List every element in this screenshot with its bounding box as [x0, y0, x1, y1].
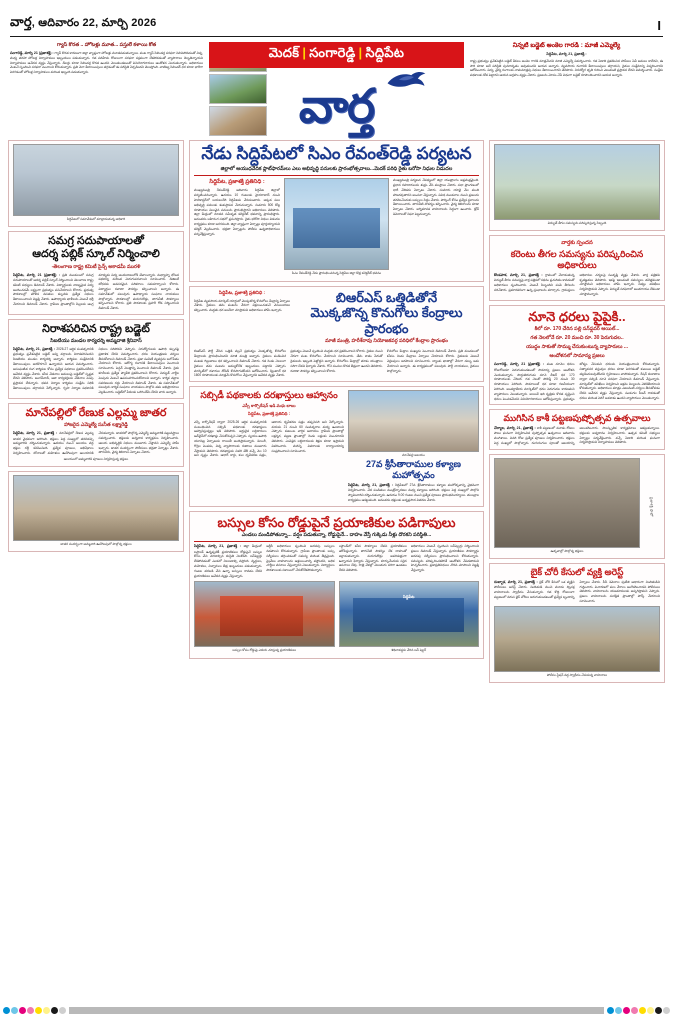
- bus-subhead: ఎండలు మండిపోతున్నా... వర్షం పడుతున్నా, రోడ్డుపైనే... దాహం వేస్తే గుక్కెడు నీళ్లు దొరకని పరిస్థితి...: [241, 532, 432, 539]
- edition-sangareddy: సంగారెడ్డి: [309, 45, 356, 60]
- jatara-headline: మానేపల్లిలో రేణుక ఎల్లమ్మ జాతర: [25, 407, 167, 420]
- festival-text: కాశీ పట్టణంలో మూడు రోజుల పాటు ఘనంగా నిర్వహించిన పుష్పోత్సవ ఉత్సవాలు ఆదివారం ముగిశాయి. చివరి రోజు ప్రత్యేక పూజలు నిర్వహించారు. భక్తులు పెద్ద సంఖ్యలో పాల్గొన్నారు. రంగురంగుల పూలతో ఆలయాన్ని అలంకరించారు. సాంస్కృతిక కార్యక్రమాలు ఆకట్టుకున్నాయి. భక్తులకు అన్నదానం నిర్వహించారు. ఉత్సవ కమిటీ సభ్యులు ఏర్పాట్లు పర్యవేక్షించారు. వచ్చే ఏడాది మరింత ఘనంగా నిర్వహిస్తామని నిర్వాహకులు తెలిపారు.: [494, 426, 660, 446]
- mid-article-subsidy: [189, 386, 484, 507]
- paper-logo: వార్త: [298, 78, 375, 132]
- lead-kicker: సిద్దిపేట, ప్రజాశక్తి ప్రతినిధి :: [209, 179, 265, 186]
- subsidy-text: ఎస్సీ కార్పొరేషన్ ద్వారా 2025-26 ఆర్థిక సంవత్సరానికి సంబంధించిన సబ్సిడీ పథకాలకు దరఖాస్తులు ఆహ్వానిస్తున్నట్లు ఇడి తెలిపారు. అర్హులైన లబ్ధిదారులు ఆన్‌లైన్‌లో దరఖాస్తు చేసుకోవచ్చని చెప్పారు. స్వయం ఉపాధి యూనిట్ల ఏర్పాటుకు రాయితీ అందిస్తామన్నారు. డెయిరీ, గొర్రెల పెంపకం, చిన్న వ్యాపారాలకు రుణాలు మంజూరు చేస్తామని తెలిపారు. దరఖాస్తుకు చివరి తేదీ వచ్చే నెల 10 అని స్పష్టం చేశారు. ఆధార్ కార్డు, కుల ధృవీకరణ పత్రం, ఆదాయ ధృవీకరణ పత్రం తప్పనిసరి అని పేర్కొన్నారు. వయసు 21 నుంచి 60 సంవత్సరాల మధ్య ఉండాలని చెప్పారు. కుటుంబ వార్షిక ఆదాయం గ్రామీణ ప్రాంతాల్లో లక్షన్నర, పట్టణ ప్రాంతాల్లో రెండు లక్షలకు మించరాదని తెలిపారు. ఎంపికైన లబ్ధిదారులకు శిక్షణ కూడా ఇస్తామని వివరించారు. మరిన్ని వివరాలకు కార్యాలయాన్ని సంప్రదించాలని సూచించారు.: [194, 419, 344, 458]
- school-headline-line1: సమగ్ర సదుపాయాలతో: [48, 235, 144, 248]
- brs-side-note: [194, 290, 290, 348]
- right-photo-crowd-block: [489, 454, 665, 559]
- right-teaser-body: [470, 52, 663, 78]
- meeting-photo-caption: సిద్దిపేటలో సమావేశంలో మాట్లాడుతున్న అధికారి: [66, 217, 126, 221]
- budget-subhead: సిఐటియు మండల కార్యదర్శి అమ్మవాజి శ్రీనివాస్: [50, 338, 142, 345]
- right-teaser-headline: నిన్నటి బడ్జెట్ అంకెల గారడి : మాజీ ఎమ్మెల్యే: [512, 42, 621, 49]
- bus-shelter-photo: [339, 581, 480, 647]
- bike-lead: దుబ్బాక, మార్చి 21, ప్రజాశక్తి :: [494, 579, 538, 584]
- shelter-label: సిద్దిపేట: [402, 593, 415, 599]
- reg-dot-cyan: [3, 1007, 10, 1014]
- brs-headline-line2: మొక్కజొన్న కొనుగోలు కేంద్రాలు ప్రారంభం: [310, 305, 463, 336]
- left-column: [8, 140, 184, 985]
- masthead-right-teaser: [470, 42, 663, 142]
- lead-headline: నేడు సిద్దిపేటలో సిఎం రేవంత్‌రెడ్డి పర్యటన: [201, 144, 472, 163]
- oil-body: [494, 362, 660, 401]
- oil-sub1: కిలో రూ. 170 చేరిన పల్లి సన్‌ఫ్లవర్ ఆయిల్...: [534, 326, 620, 333]
- masthead-thumb-3: [209, 106, 267, 136]
- subsidy-headline: సబ్సిడీ పథకాలకు దరఖాస్తులు ఆహ్వానం: [200, 390, 338, 401]
- reg-dot-yellow-2: [639, 1007, 646, 1014]
- bus-headline: బస్సుల కోసం రోడ్డుపైనే ప్రయాణికుల పడిగాపులు: [217, 514, 456, 530]
- bus-col2: ఆర్టీసీ అధికారులు స్పందించి అదనపు బస్సులు నడపాలని కోరుతున్నారు. గ్రామీణ ప్రాంతాలకు బస్సు సర్వీసులు తగ్గించడంతో సమస్య మరింత తీవ్రమైంది. ప్రైవేటు వాహనాలను ఆశ్రయించాల్సి వస్తోందని, అధిక చార్జీలు వసూలు చేస్తున్నారని చెబుతున్నారు. విద్యార్థులు పాఠశాలలకు సకాలంలో చేరుకోలేకపోతున్నారు.: [266, 544, 335, 573]
- masthead-thumb-2: [209, 74, 267, 104]
- dateline-paper-name: వార్త: [10, 14, 32, 29]
- oil-text: వంట నూనెల ధరలు రోజురోజుకూ పెరుగుతుండటంతో సామాన్య ప్రజలు ఆందోళన చెందుతున్నారు. పొద్దుతిరుగుడు నూనె లీటర్ ధర 170 రూపాయలకు చేరింది. గత నెలతో పోలిస్తే 20 నుంచి 30 రూపాయలు పెరిగింది. పామాయిల్ ధర కూడా గణనీయంగా పెరిగింది. అంతర్జాతీయ మార్కెట్‌లో ధరల పెరుగుదల కారణమని వ్యాపారులు చెబుతున్నారు. అయితే ఇది కృత్రిమ కొరత సృష్టించి ధరలు పెంచడమేనని వినియోగదారులు ఆరోపిస్తున్నారు. ప్రభుత్వం జోక్యం చేసుకుని ధరలను నియంత్రించాలని కోరుతున్నారు. నిత్యావసర వస్తువుల ధరలు కూడా పెరగడంతో కుటుంబ బడ్జెట్ తల్లకిందులవుతోందని గృహిణులు వాపోతున్నారు. రేషన్ దుకాణాల ద్వారా సబ్సిడీ నూనె సరఫరా చేయాలని డిమాండ్ చేస్తున్నారు. మార్కెట్‌లో తనిఖీలు నిర్వహించి అక్రమ నిల్వలను వెలికితీయాలని కోరుతున్నారు. అధికారులు మాత్రం ఎటువంటి చర్యలు తీసుకోవడం లేదని ఆవేదన వ్యక్తం చేస్తున్నారు. పండుగల సీజన్ రావడంతో ధరలు మరింత పెరిగే అవకాశం ఉందని వ్యాపారులు చెబుతున్నారు.: [494, 362, 660, 401]
- left-teaser-body: [10, 51, 203, 76]
- building-overlay: [293, 208, 380, 248]
- masthead-grid: [10, 42, 663, 142]
- crane-photo: [494, 144, 660, 220]
- bus-photo: [194, 581, 335, 647]
- brs-subhead: మాజీ మంత్రి, హరీశ్‌రావు నియోజకవర్గ పరిధిలో కేంద్రాల ప్రారంభం: [325, 338, 448, 345]
- power-kicker: వార్తకు స్పందన: [561, 240, 593, 247]
- lead-flow: [194, 178, 479, 277]
- bus-photo-wrap: [194, 581, 335, 654]
- subsidy-row: [194, 390, 479, 503]
- brs-kicker-text: సిద్దిపేట వ్యవసాయ మార్కెట్ యార్డులో మొక్కజొన్న కొనుగోలు కేంద్రాన్ని ఏర్పాటు చేశారు. రైతులు తమ పంటను నేరుగా విక్రయించుకునే వెసులుబాటు కల్పించారు. మద్దతు ధర అందేలా చూస్తామని అధికారులు హామీ ఇచ్చారు.: [194, 298, 290, 313]
- power-text: గ్రామంలో వేలాడుతున్న విద్యుత్ తీగల సమస్యపై వార్త పత్రికలో కథనం ప్రచురితం కావడంతో అధికారులు స్పందించారు. వెంటనే సిబ్బందిని పంపి తీగలను సరిచేశారు. ప్రమాదకరంగా ఉన్న స్తంభాలను మార్చారు. గ్రామస్తులు అధికారుల చర్యలపై సంతృప్తి వ్యక్తం చేశారు. వార్త పత్రికకు కృతజ్ఞతలు తెలిపారు. ఇకపై ఇటువంటి సమస్యలు తలెత్తకుండా చూస్తామని అధికారులు హామీ ఇచ్చారు. నిత్యం తనిఖీలు నిర్వహిస్తామని చెప్పారు. విద్యుత్ సరఫరాలో అంతరాయం లేకుండా చూస్తామన్నారు.: [494, 272, 660, 296]
- reg-dot-lightyellow: [43, 1007, 50, 1014]
- left-teaser-headline: గ్యాస్ కొరత .. హోటళ్లు మూత... పస్తులే కళాయి కోత: [56, 42, 157, 48]
- brs-cols: [194, 349, 479, 378]
- edition-siddipet: సిద్దిపేట: [365, 45, 405, 60]
- side-label-wrap: [644, 458, 660, 555]
- right-photo-block: [489, 140, 665, 231]
- brs-headline-line1: బిఆర్‌ఎస్ ఒత్తిడితోనే: [335, 289, 438, 305]
- procession-photo: [13, 475, 179, 541]
- lead-divider: [194, 175, 479, 176]
- masthead: [0, 0, 673, 140]
- reg-dot-lightcyan-2: [615, 1007, 622, 1014]
- registration-dots-left: [0, 1007, 69, 1014]
- crowd-photo-wrap: [494, 458, 640, 555]
- bike-body: [494, 580, 660, 604]
- right-column: [489, 140, 665, 985]
- school-subhead: -తెలంగాణ రాష్ట్ర కమిటీ సైన్స్ అకాడమీ మురళి: [51, 263, 141, 270]
- subsidy-subhead: ఎస్సీ కార్పొరేషన్ ఇడి మధు బాబు: [242, 402, 296, 408]
- page-number: I: [657, 18, 661, 33]
- reg-dot-cyan-2: [607, 1007, 614, 1014]
- bus-col4: అధికారులు వెంటనే స్పందించి బస్‌షెల్టర్లు నిర్మించాలని ప్రజలు డిమాండ్ చేస్తున్నారు. ప్రయాణికుల సౌకర్యార్థం అదనపు సర్వీసులు ప్రారంభించాలని కోరుతున్నారు. సమస్యను పరిష్కరించకపోతే ఆందోళన చేపడతామని హెచ్చరించారు. ప్రజాప్రతినిధులు చొరవ చూపాలని విజ్ఞప్తి చేస్తున్నారు.: [410, 544, 479, 573]
- jatara-text: మానేపల్లిలో రేణుక ఎల్లమ్మ జాతర వైభవంగా జరిగింది. భక్తులు పెద్ద సంఖ్యలో తరలివచ్చి అమ్మవారిని దర్శించుకున్నారు. ఉదయం నుంచే ఆలయం వద్ద భక్తుల రద్దీ కనిపించింది. ప్రత్యేక పూజలు, అభిషేకాలు నిర్వహించారు. బోనాలతో మహిళలు ఊరేగింపుగా ఆలయానికి చేరుకున్నారు. జాతరలో పాల్గొన్న ఎమ్మెల్యే అమ్మవారికి పట్టువస్త్రాలు సమర్పించారు. భక్తులకు అన్నదాన కార్యక్రమం నిర్వహించారు. ఆలయ అభివృద్ధికి నిధులు మంజూరు చేస్తానని ఎమ్మెల్యే హామీ ఇచ్చారు. జాతర సందర్భంగా పోలీసులు భద్రతా ఏర్పాట్లు చేశారు. తాగునీరు, వైద్య శిబిరాలు ఏర్పాటు చేశారు.: [13, 431, 179, 456]
- brs-headline-wrap: [294, 290, 479, 348]
- mid-lead-article: [189, 140, 484, 282]
- edition-separator-2: |: [358, 45, 363, 60]
- budget-body: [13, 347, 179, 395]
- temple-photo-caption: మానేపల్లి ఆలయం: [402, 453, 425, 458]
- edition-separator-1: |: [302, 45, 307, 60]
- police-photo-caption: పోలీసు స్టేషన్ వద్ద స్వాధీనం చేసుకున్న వాహనాలు: [546, 672, 608, 677]
- edition-bar: [209, 42, 464, 68]
- dateline-date: , ఆదివారం 22, మార్చి 2026: [31, 17, 157, 29]
- shelter-photo-caption: శిథిలావస్థకు చేరిన బస్ షెల్టర్: [391, 648, 427, 653]
- lead-text: ముఖ్యమంత్రి రేవంత్‌రెడ్డి ఆదివారం సిద్దిపేట జిల్లాలో పర్యటించనున్నారు. ఉదయం 10 గంటలకు హైదరాబాద్ నుంచి హెలికాప్టర్‌లో బయలుదేరి సిద్దిపేటకు చేరుకుంటారు. అక్కడ పలు అభివృద్ధి పనులకు శంకుస్థాపన చేయనున్నారు. సుమారు 500 కోట్ల రూపాయల విలువైన పనులను ప్రారంభిస్తారని అధికారులు తెలిపారు. జిల్లా కేంద్రంలో నూతన సమీకృత కలెక్టరేట్ భవనాన్ని ప్రారంభిస్తారు. అనంతరం బహిరంగ సభలో ప్రసంగిస్తారు. రైతు భరోసా నిధుల విడుదల కార్యక్రమం కూడా జరగనుంది. జిల్లా వ్యాప్తంగా ఏర్పాట్లు పూర్తయ్యాయని కలెక్టర్ వెల్లడించారు. భద్రతా ఏర్పాట్లను పోలీసు ఉన్నతాధికారులు పర్యవేక్షిస్తున్నారు.: [194, 188, 280, 236]
- bus-photo-caption: బస్సుల కోసం రోడ్డుపై ఎదురు చూస్తున్న ప్రయాణికులు: [232, 648, 297, 653]
- brs-top-row: [194, 290, 479, 348]
- reg-dot-gray: [59, 1007, 66, 1014]
- school-text: ప్రతి మండలంలో సమగ్ర సదుపాయాలతో ఆదర్శ పబ్లిక్ స్కూల్ నిర్మించాలని తెలంగాణ రాష్ట్ర కమిటీ సభ్యులు డిమాండ్ చేశారు. విద్యార్థులకు నాణ్యమైన విద్య అందించడమే లక్ష్యంగా ప్రభుత్వం పనిచేయాలని కోరారు. ప్రభుత్వ పాఠశాలల్లో మౌలిక వసతుల కల్పనకు ప్రత్యేక నిధులు కేటాయించాలని విజ్ఞప్తి చేశారు. ఉపాధ్యాయ ఖాళీలను వెంటనే భర్తీ చేయాలని డిమాండ్ చేశారు. గ్రామీణ ప్రాంతాల్లోని పిల్లలకు ఆంగ్ల మాధ్యమ విద్య అందుబాటులోకి తేవాలన్నారు. మధ్యాహ్న భోజన పథకాన్ని మరింత మెరుగుపరచాలని సూచించారు. డిజిటల్ బోధనకు అవసరమైన పరికరాలు సమకూర్చాలని కోరారు. విద్యార్థుల రవాణా సౌకర్యం కల్పించాలని అన్నారు. ఈ సమావేశంలో పలువురు ఉపాధ్యాయ సంఘాల నాయకులు పాల్గొన్నారు. పాఠశాలల్లో మరుగుదొడ్లు, తాగునీటి సౌకర్యాలు కల్పించాలని కోరారు. ప్రతి పాఠశాలకు ప్రహరీ గోడ నిర్మించాలని డిమాండ్ చేశారు.: [13, 272, 179, 311]
- registration-bar: [0, 1004, 673, 1016]
- oil-headline: నూనె ధరలు పైపైకి..: [528, 308, 626, 324]
- reg-dot-lightmagenta-2: [631, 1007, 638, 1014]
- left-photo-block-bottom: [8, 471, 184, 552]
- bus-col1: [194, 544, 262, 578]
- page-body: [0, 140, 673, 985]
- reg-dot-gray-2: [663, 1007, 670, 1014]
- temple-body: [348, 483, 479, 503]
- right-teaser-text: రాష్ట్ర ప్రభుత్వం ప్రవేశపెట్టిన బడ్జెట్ కేవలం అంకెల గారడి మాత్రమేనని మాజీ ఎమ్మెల్యే విమర్శించారు. గత ఏడాది ప్రకటించిన హామీలు ఏవీ అమలు కాలేదని, ఈ సారి కూడా అదే పరిస్థితి పునరావృతం అవుతుందని ఆయన అన్నారు. వ్యవసాయ రంగానికి కేటాయింపులు తగ్గాయని, రైతుల సంక్షేమాన్ని విస్మరించారని ఆరోపించారు. విద్య, వైద్య రంగాలకు నామమాత్రపు నిధులు కేటాయించారని తెలిపారు. నిరుద్యోగ భృతి గురించి ఎటువంటి ప్రస్తావన లేదని విమర్శించారు. సంక్షేమ పథకాలకు కోత పెట్టారని ఆయన ఆగ్రహం వ్యక్తం చేశారు. ప్రజలను మోసం చేసే విధంగా బడ్జెట్ రూపొందించారని ఆయన అన్నారు.: [470, 58, 663, 78]
- mid-column: [189, 140, 484, 985]
- edition-medak: మెదక్: [268, 45, 300, 60]
- power-lead: కొండపాక, మార్చి 21, ప్రజాశక్తి :: [494, 272, 543, 277]
- reg-dot-magenta-2: [623, 1007, 630, 1014]
- dove-icon: [384, 70, 428, 92]
- shelter-overlay: [353, 598, 464, 631]
- police-photo: [494, 606, 660, 672]
- crowd-row: [494, 458, 660, 555]
- right-teaser-lead: సిద్దిపేట, మార్చి 21, ప్రజాశక్తి :: [546, 52, 587, 57]
- lead-col-left: [194, 178, 280, 277]
- lead-subhead: జిల్లాలో ఆయుధవేదిక ప్లాట్‌ఫారమ్‌లు ఎలు అభివృద్ధి పనులకు ప్రారంభోత్సవాలు...మెదక్ పరిధి రైతు బరోసా నిధుల విడుదల: [220, 166, 453, 173]
- oil-sub4: ఆందోళనలో సామాన్య ప్రజలు: [549, 353, 605, 360]
- budget-lead: సిద్దిపేట, మార్చి 21, ప్రజాశక్తి :: [13, 347, 56, 352]
- left-article-budget: [8, 319, 184, 399]
- bus-lead: సిద్దిపేట, మార్చి 21, ప్రజాశక్తి :: [194, 544, 241, 549]
- jatara-lead: సిద్దిపేట, మార్చి 21, ప్రజాశక్తి :: [13, 431, 58, 436]
- left-teaser-text: గ్యాస్ కొరత కారణంగా జిల్లా వ్యాప్తంగా హోటళ్లు మూతపడుతున్నాయి. వంట గ్యాస్ సిలిండర్ల సరఫరా నిలిచిపోవడంతో చిన్న, మధ్య తరహా హోటళ్ల నిర్వాహకులు ఇబ్బందులు పడుతున్నారు. గత పదిహేను రోజులుగా సరఫరా సక్రమంగా లేకపోవడంతో వ్యాపారాలు దెబ్బతిన్నాయని నిర్వాహకులు ఆవేదన వ్యక్తం చేస్తున్నారు. డీలర్లు కూడా సిలిండర్ల కొరత ఉందని చెబుతుండటంతో వినియోగదారులు ఆందోళన చెందుతున్నారు. అధికారులు వెంటనే స్పందించి సరఫరా పెంచాలని కోరుతున్నారు. ప్రతి నెలా కేటాయింపులు తగ్గడంతో ఈ పరిస్థితి ఏర్పడిందని తెలుస్తోంది. వాణిజ్య సిలిండర్ ధర కూడా భారీగా పెరగడంతో హోటళ్ల నిర్వాహకులు మరింత ఇబ్బంది పడుతున్నారు.: [10, 50, 203, 75]
- meeting-photo: [13, 144, 179, 216]
- lead-col-a-text: ముఖ్యమంత్రి పర్యటన నేపథ్యంలో జిల్లా యంత్రాంగం అప్రమత్తమైంది. ప్రధాన రహదారులను శుభ్రం చేసి ముస్తాబు చేశారు. సభా ప్రాంగణంలో భారీ వేదికను ఏర్పాటు చేశారు. సుమారు యాభై వేల మంది హాజరవుతారని అంచనా వేస్తున్నారు. వివిధ మండలాల నుంచి ప్రజలను తరలించేందుకు బస్సులు సిద్ధం చేశారు. పార్కింగ్ కోసం ప్రత్యేక స్థలాలను కేటాయించారు. తాగునీటి సౌకర్యం కల్పించారు. వైద్య శిబిరాలను కూడా ఏర్పాటు చేశారు. అగ్నిమాపక వాహనాలను సిద్ధంగా ఉంచారు. డ్రోన్ కెమెరాలతో నిఘా పెట్టనున్నారు.: [393, 178, 479, 216]
- left-article-jatara: [8, 403, 184, 467]
- procession-photo-caption: జాతర సందర్భంగా అమ్మవారి ఊరేగింపులో పాల్గొన్న భక్తులు: [60, 541, 132, 546]
- left-article-school: [8, 231, 184, 315]
- brs-col3: కొనుగోలు కేంద్రాల సంఖ్యను పెంచాలని డిమాండ్ చేశారు. ప్రతి మండలంలో కనీసం రెండు కేంద్రాలు ఏర్పాటు చేయాలని కోరారు. రైతులకు వెంటనే చెల్లింపులు జరపాలని సూచించారు. బ్యాంకు ఖాతాల్లో నేరుగా డబ్బు జమ చేయాలని అన్నారు. ఈ కార్యక్రమంలో పలువురు పార్టీ నాయకులు, రైతులు పాల్గొన్నారు.: [386, 349, 479, 373]
- subsidy-kicker: సిద్దిపేట, ప్రజాశక్తి ప్రతినిధి :: [247, 410, 291, 416]
- oil-lead: సంగారెడ్డి, మార్చి 21 (ప్రజాశక్తి) :: [494, 362, 545, 367]
- oil-sub3: యుద్ధం సాకుతో సొమ్ము చేసుకుంటున్న వ్యాపారులు ...: [525, 344, 629, 351]
- left-teaser-lead: సంగారెడ్డి, మార్చి 21 (ప్రజాశక్తి) :: [10, 50, 54, 55]
- jatara-subhead: హాజరైన ఎమ్మెల్యే సునీత లక్ష్మారెడ్డి: [64, 422, 128, 429]
- bus-col3: బస్టాండ్‌లో కనీస సౌకర్యాలు లేవని ప్రయాణికులు ఆరోపిస్తున్నారు. తాగునీటి సౌకర్యం లేక దాహంతో అల్లాడుతున్నారు. మరుగుదొడ్లు అపరిశుభ్రంగా ఉన్నాయని ఫిర్యాదు చేస్తున్నారు. కూర్చునేందుకు సరైన ఆసనాలు లేవు. రాత్రి వేళల్లో వెలుతురు సరిగా ఉండటం లేదని తెలిపారు.: [338, 544, 407, 573]
- bus-overlay: [220, 596, 303, 636]
- festival-headline: ముగిసిన కాశీ పట్టణపుష్పోత్సవ ఉత్సవాలు: [503, 413, 651, 424]
- mid-article-brs: [189, 286, 484, 383]
- crowd-photo-caption: ఉత్సవాల్లో పాల్గొన్న భక్తులు: [550, 548, 584, 553]
- budget-text: 2026-27 ఆర్థిక సంవత్సరానికి ప్రభుత్వం ప్రవేశపెట్టిన బడ్జెట్ అన్ని వర్గాలను నిరాశపరిచిందని సిఐటియు మండల కార్యదర్శి అన్నారు. కార్మికుల సంక్షేమానికి కేటాయింపులు అరకొరగానే ఉన్నాయని ఆయన విమర్శించారు. అసంఘటిత రంగ కార్మికుల కోసం ప్రత్యేక పథకాలు ప్రకటించలేదని ఆవేదన వ్యక్తం చేశారు. కనీస వేతనాల అమలుపై బడ్జెట్‌లో స్పష్టత లేదని తెలిపారు. అంగన్‌వాడీ, ఆశా కార్యకర్తలకు వేతనాల పెంపు ప్రస్తావన లేదన్నారు. భవన నిర్మాణ కార్మికుల సంక్షేమ నిధికి కేటాయింపులు తగ్గాయని పేర్కొన్నారు. గృహ నిర్మాణ పథకానికి నిధులు సరిపోవని చెప్పారు. నిరుద్యోగులకు ఉపాధి కల్పనపై ప్రణాళిక లేదని విమర్శించారు. ధరల నియంత్రణకు చర్యలు తీసుకోవాలని డిమాండ్ చేశారు. ప్రజా పంపిణీ వ్యవస్థను బలోపేతం చేయాలని కోరారు. ఆరోగ్య రంగానికి కేటాయింపులు పెంచాలని సూచించారు. పెన్షన్ మొత్తాన్ని పెంచాలని డిమాండ్ చేశారు. రైతు కూలీలకు ప్రత్యేక ప్యాకేజీ ప్రకటించాలని కోరారు. విద్యుత్ చార్జీల పెంపును వెంటనే ఉపసంహరించుకోవాలని అన్నారు. కార్మిక చట్టాల సవరణలను రద్దు చేయాలని డిమాండ్ చేశారు. ఈ సమావేశంలో పలువురు కార్మిక సంఘాల నాయకులు పాల్గొని తమ అభిప్రాయాలు వెల్లడించారు. బడ్జెట్‌లో పేదలకు ఒరిగిందేమీ లేదని వారు అన్నారు.: [13, 347, 179, 395]
- temple-photo: [348, 390, 479, 452]
- brs-kicker: సిద్దిపేట, ప్రజాశక్తి ప్రతినిధి :: [218, 289, 266, 295]
- reg-dot-lightcyan: [11, 1007, 18, 1014]
- reg-dot-black: [51, 1007, 58, 1014]
- left-photo-block: [8, 140, 184, 227]
- mid-article-bus: [189, 511, 484, 659]
- bus-col1-text: జిల్లా కేంద్రంలో బస్టాండ్ ఉన్నప్పటికీ ప్రయాణికులు రోడ్డుపైనే బస్సుల కోసం వేచి చూడాల్సిన దుస్థితి నెలకొంది. బస్‌షెల్టర్లు లేకపోవడంతో ఎండలో నిలబడాల్సి వస్తోంది. వృద్ధులు, మహిళలు, చిన్నారులు తీవ్ర ఇబ్బందులు పడుతున్నారు. గంటల తరబడి వేచి ఉన్నా బస్సులు రావడం లేదని ప్రయాణికులు ఆవేదన వ్యక్తం చేస్తున్నారు.: [194, 544, 263, 578]
- side-label: ప్రజాశక్తి ఫొటో: [649, 496, 654, 517]
- subsidy-left: [194, 390, 344, 503]
- masthead-center: [209, 42, 464, 142]
- power-headline: కరెంటు తీగల సమస్యను పరిష్కరించిన అధికారులు: [510, 249, 644, 270]
- school-lead: సిద్దిపేట, మార్చి 21 (ప్రజాశక్తి) :: [13, 272, 61, 277]
- budget-headline: నిరాశపరిచిన రాష్ట్ర బడ్జెట్: [42, 322, 150, 335]
- reg-dot-magenta: [19, 1007, 26, 1014]
- temple-text: సిద్దిపేటలో 27వ శ్రీసీతారాముల కళ్యాణ మహోత్సవాన్ని వైభవంగా నిర్వహించారు. వేద పండితుల మంత్రోచ్ఛారణల మధ్య కళ్యాణం జరిగింది. భక్తులు పెద్ద సంఖ్యలో పాల్గొని స్వామివారిని దర్శించుకున్నారు. ఉదయం 9.00 గంటల నుంచి ప్రత్యేక పూజలు ప్రారంభమయ్యాయి. తలంబ్రాల కార్యక్రమం ఆకట్టుకుంది. అనంతరం భక్తులకు అన్నప్రసాద వితరణ చేశారు.: [348, 482, 479, 502]
- masthead-left-teaser: [10, 42, 203, 142]
- bike-text: బైక్ చోరీ కేసులో ఒక వ్యక్తిని పోలీసులు అరెస్ట్ చేశారు. నిందితుడి నుంచి మూడు ద్విచక్ర వాహనాలను స్వాధీనం చేసుకున్నారు. గత కొద్ది రోజులుగా పట్టణంలో వరుస బైక్ చోరీలు జరుగుతుండటంతో ప్రత్యేక బృందాన్ని ఏర్పాటు చేశారు. సీసీ కెమెరాల ఫుటేజీ ఆధారంగా నిందితుడిని గుర్తించారు. విచారణలో పలు నేరాలు అంగీకరించాడని పోలీసులు తెలిపారు. వాహనాలను యజమానులకు అప్పగిస్తామని చెప్పారు. ప్రజలు వాహనాలను సురక్షిత ప్రాంతాల్లో పార్క్ చేయాలని సూచించారు.: [494, 579, 660, 604]
- registration-strip: [69, 1007, 604, 1014]
- lead-photo-wrap: [284, 178, 389, 277]
- festival-crowd-photo: [494, 458, 640, 548]
- power-body: [494, 273, 660, 297]
- right-article-festival: [489, 409, 665, 450]
- school-headline-line2: ఆదర్శ పబ్లిక్ స్కూల్ నిర్మించాలి: [32, 248, 160, 261]
- crane-photo-caption: విద్యుత్ తీగల సమస్యను పరిష్కరిస్తున్న సిబ్బంది: [547, 221, 607, 225]
- lead-col-right: [393, 178, 479, 277]
- school-body: [13, 273, 179, 311]
- reg-dot-black-2: [655, 1007, 662, 1014]
- jatara-subnote: ఆలయంలో అమ్మవారికి పూజలు నిర్వహిస్తున్న భక్తులు: [63, 456, 129, 461]
- bus-divider: [194, 541, 479, 542]
- bike-headline: బైక్ చోరీ కేసులో వ్యక్తి అరెస్ట్: [530, 567, 624, 578]
- registration-dots-right: [604, 1007, 673, 1014]
- reg-dot-lightyellow-2: [647, 1007, 654, 1014]
- subsidy-right: [348, 390, 479, 503]
- dateline-row: [10, 14, 663, 37]
- shelter-photo-wrap: [339, 581, 480, 654]
- reg-dot-yellow: [35, 1007, 42, 1014]
- jatara-body: [13, 431, 179, 456]
- right-article-bike: [489, 563, 665, 683]
- festival-body: [494, 426, 660, 446]
- festival-lead: చేర్యాల, మార్చి 21, ప్రజాశక్తి :: [494, 426, 536, 431]
- collectorate-building-photo: [284, 178, 389, 270]
- reg-dot-lightmagenta: [27, 1007, 34, 1014]
- dateline: [10, 14, 157, 33]
- bus-cols: [194, 544, 479, 578]
- brs-col1: బిఆర్‌ఎస్ పార్టీ చేసిన ఒత్తిడి వల్లనే ప్రభుత్వం మొక్కజొన్న కొనుగోలు కేంద్రాలను ప్రారంభించిందని మాజీ మంత్రి అన్నారు. రైతులు పండించిన పంటకు గిట్టుబాటు ధర కల్పించాలని డిమాండ్ చేశారు. గత రెండు నెలలుగా రైతులు తమ పంటను అమ్ముకోలేక ఇబ్బందులు పడ్డారని చెప్పారు. మార్కెట్‌లో దళారుల దోపిడీ కొనసాగుతోందని ఆరోపించారు. క్వింటాల్ ధర 1600 రూపాయలకు మాత్రమే కొనుగోలు చేస్తున్నారని ఆవేదన వ్యక్తం చేశారు.: [194, 349, 287, 378]
- building-photo-caption: సిఎం రేవంత్‌రెడ్డి నేడు ప్రారంభించనున్న సిద్దిపేట జిల్లా కొత్త కలెక్టరేట్ భవనం: [291, 271, 382, 276]
- temple-headline: 27వ శ్రీసీతారాముల కళ్యాణ మహోత్సవం: [366, 459, 461, 481]
- right-article-power: [489, 235, 665, 301]
- oil-sub2: గత నెలలోనే రూ. 20 మంచి రూ. 30 పెరుగుదల..: [530, 335, 624, 342]
- brs-col2: ప్రభుత్వం వెంటనే స్పందించి మద్దతు ధర ప్రకటించాలని కోరారు. రైతుల నుంచి నేరుగా పంట కొనుగోలు చేయాలని సూచించారు. తేమ శాతం పేరుతో రైతులను ఇబ్బంది పెట్టొద్దని అన్నారు. కొనుగోలు కేంద్రాల్లో తూకం యంత్రాలు సరిగా లేవని ఫిర్యాదు చేశారు. గోనె సంచుల కొరత తీవ్రంగా ఉందని తెలిపారు. రవాణా సౌకర్యం కల్పించాలని కోరారు.: [290, 349, 383, 373]
- temple-lead: సిద్దిపేట, మార్చి 21, ప్రజాశక్తి :: [348, 482, 393, 487]
- bus-photos: [194, 581, 479, 654]
- right-article-oil: [489, 305, 665, 406]
